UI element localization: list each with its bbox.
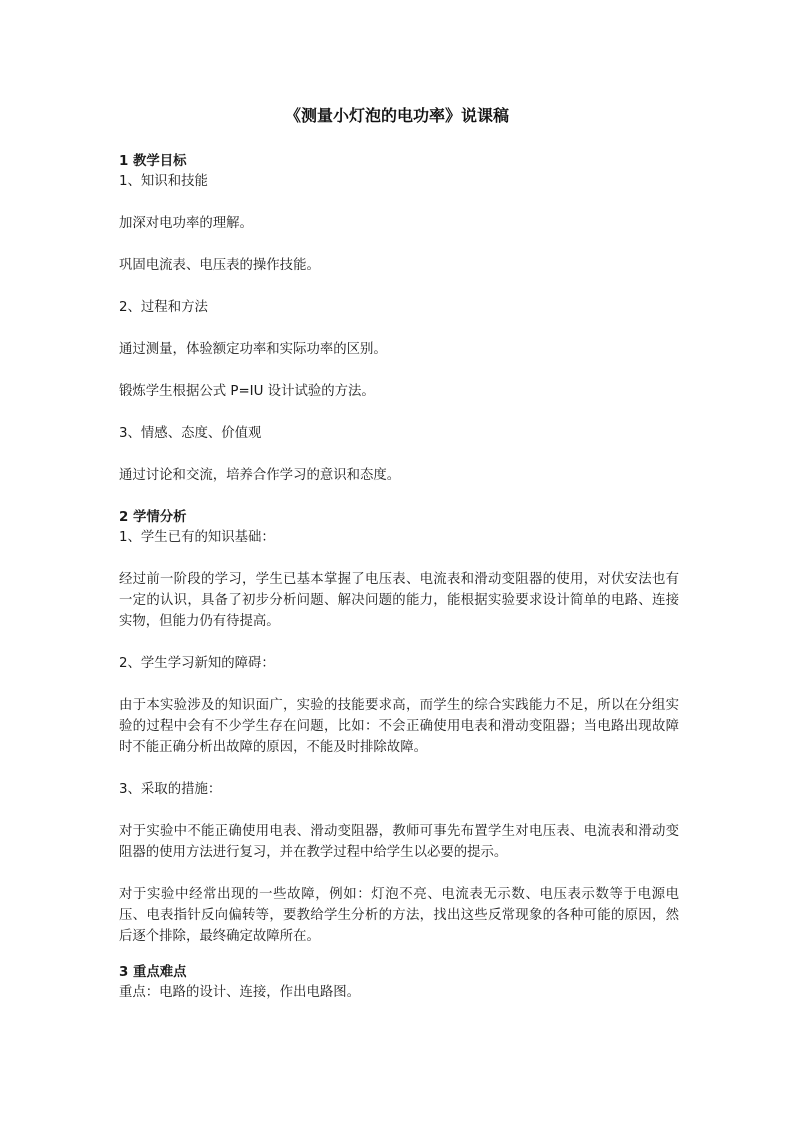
paragraph: 通过测量，体验额定功率和实际功率的区别。 (119, 342, 387, 357)
subheading-emotion-values: 3、情感、态度、价值观 (119, 426, 262, 441)
section-heading-student-analysis: 2 学情分析 (119, 510, 187, 525)
document-title: 《测量小灯泡的电功率》说课稿 (284, 106, 509, 125)
paragraph: 加深对电功率的理解。 (119, 216, 253, 231)
subheading-existing-knowledge: 1、学生已有的知识基础： (119, 530, 275, 545)
paragraph: 巩固电流表、电压表的操作技能。 (119, 258, 320, 273)
subheading-process-methods: 2、过程和方法 (119, 300, 208, 315)
paragraph: 通过讨论和交流，培养合作学习的意识和态度。 (119, 468, 401, 483)
paragraph: 由于本实验涉及的知识面广，实验的技能要求高，而学生的综合实践能力不足，所以在分组实验的过程中会有不少学生存在问题，比如：不会正确使用电表和滑动变阻器；当电路出现故障时不能正确分析出故障的原因，不能及时排除故障。 (119, 698, 679, 755)
subheading-learning-obstacles: 2、学生学习新知的障碍： (119, 656, 275, 671)
subheading-knowledge-skills: 1、知识和技能 (119, 174, 208, 189)
paragraph: 锻炼学生根据公式 P=IU 设计试验的方法。 (119, 384, 375, 399)
section-heading-teaching-goals: 1 教学目标 (119, 154, 187, 169)
section-heading-key-points: 3 重点难点 (119, 965, 187, 980)
paragraph: 重点：电路的设计、连接，作出电路图。 (119, 985, 361, 1000)
paragraph: 对于实验中经常出现的一些故障，例如：灯泡不亮、电流表无示数、电压表示数等于电源电压、电表指针反向偏转等，要教给学生分析的方法，找出这些反常现象的各种可能的原因，然后逐个排除，最终确定故障所在。 (119, 887, 679, 944)
paragraph: 对于实验中不能正确使用电表、滑动变阻器，教师可事先布置学生对电压表、电流表和滑动变阻器的使用方法进行复习，并在教学过程中给学生以必要的提示。 (119, 824, 679, 860)
paragraph: 经过前一阶段的学习，学生已基本掌握了电压表、电流表和滑动变阻器的使用，对伏安法也有一定的认识，具备了初步分析问题、解决问题的能力，能根据实验要求设计简单的电路、连接实物，但能力仍有待提高。 (119, 572, 679, 629)
subheading-measures: 3、采取的措施： (119, 782, 222, 797)
